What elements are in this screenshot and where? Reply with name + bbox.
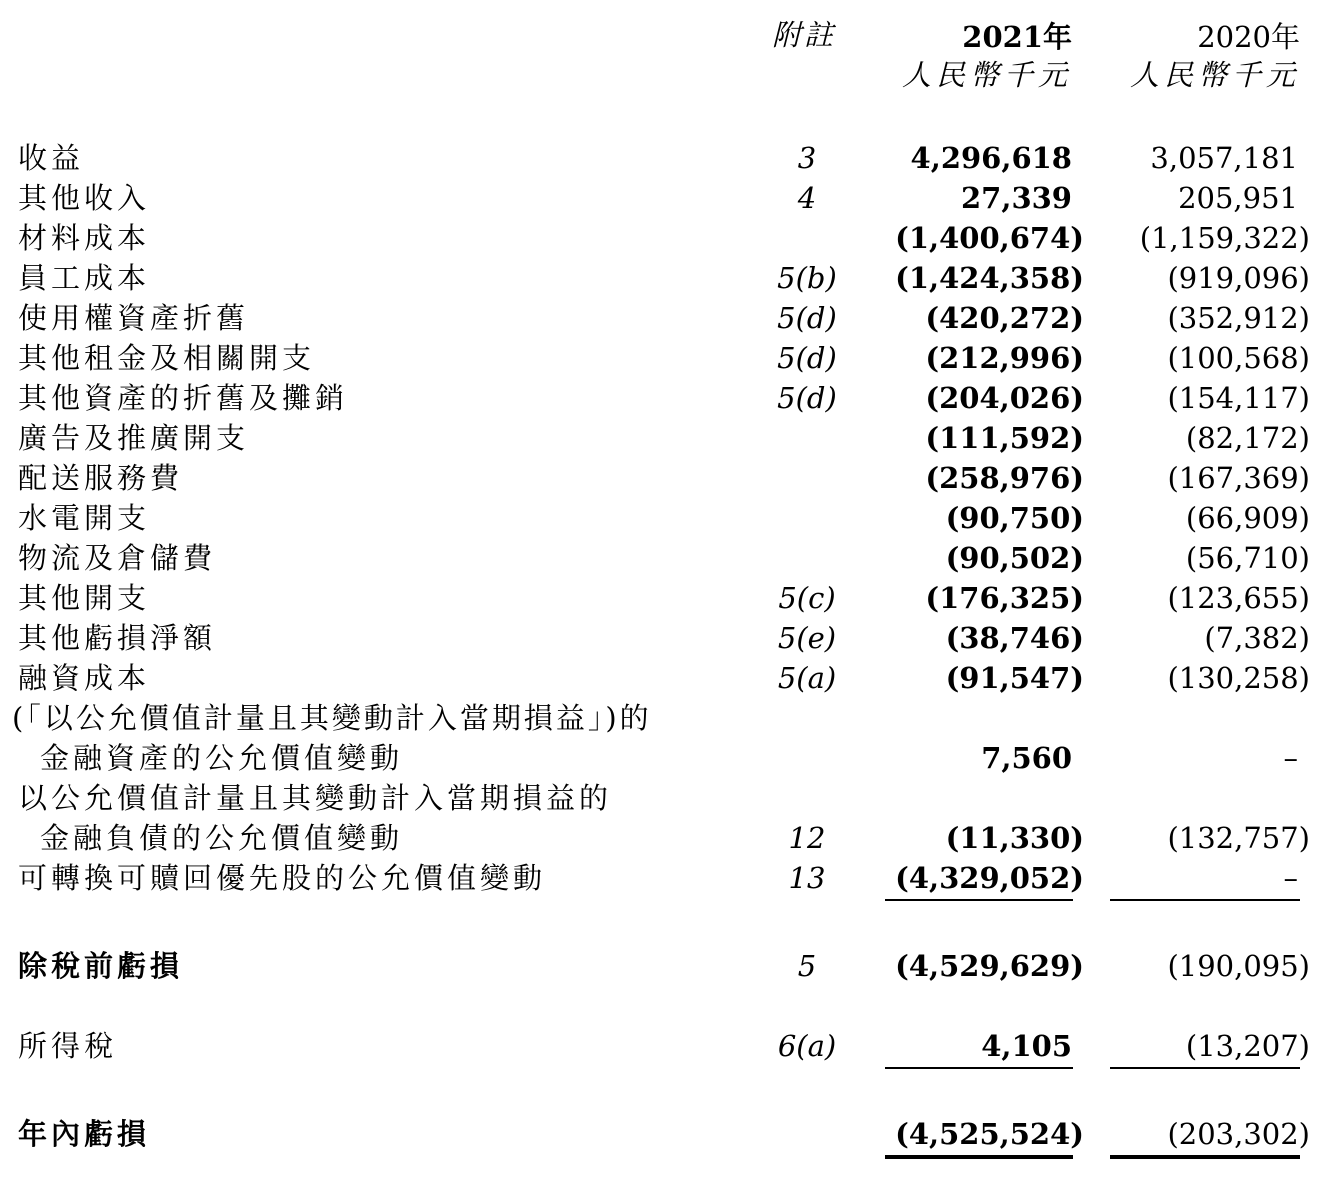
table-row <box>0 498 1338 538</box>
tax-rule-2020 <box>1110 1067 1300 1069</box>
row-label: 員工成本 <box>18 261 151 295</box>
column-header-2020-currency: 人民幣千元 <box>1129 58 1300 92</box>
row-note <box>745 498 869 538</box>
row-value-2021: (176,325) <box>925 581 1084 615</box>
row-label: 所得稅 <box>18 1029 118 1063</box>
row-note <box>745 218 869 258</box>
row-value-2020: (123,655) <box>1167 581 1310 615</box>
total-double-rule-2021 <box>885 1155 1073 1159</box>
row-value-2020: (130,258) <box>1167 661 1310 695</box>
row-value-2020: (13,207) <box>1185 1029 1310 1063</box>
row-label: 配送服務費 <box>18 461 184 495</box>
row-note: 6(a) <box>777 1029 837 1063</box>
row-note: 3 <box>797 141 817 175</box>
row-label: 其他收入 <box>18 181 151 215</box>
row-note <box>745 458 869 498</box>
row-label: 以公允價值計量且其變動計入當期損益的 <box>18 781 613 815</box>
row-value-2021: (91,547) <box>945 661 1084 695</box>
row-note: 5(d) <box>777 381 837 415</box>
row-value-2021: (212,996) <box>925 341 1084 375</box>
row-value-2020: – <box>1283 741 1298 775</box>
table-row <box>0 618 1338 658</box>
row-label: 材料成本 <box>18 221 151 255</box>
subtotal-rule-2021 <box>885 899 1073 901</box>
table-row <box>0 458 1338 498</box>
table-row <box>0 218 1338 258</box>
row-note: 5(d) <box>777 341 837 375</box>
table-row <box>0 538 1338 578</box>
row-value-2021: 27,339 <box>961 181 1072 215</box>
row-label: 水電開支 <box>18 501 151 535</box>
row-value-2020: (100,568) <box>1167 341 1310 375</box>
row-value-2020: (56,710) <box>1185 541 1310 575</box>
row-label: 其他開支 <box>18 581 151 615</box>
row-value-2020: (352,912) <box>1167 301 1310 335</box>
row-note <box>745 738 869 778</box>
row-value-2021: (258,976) <box>925 461 1084 495</box>
row-note: 5(b) <box>777 261 837 295</box>
table-row <box>0 258 1338 298</box>
row-value-2021: (4,329,052) <box>895 861 1084 895</box>
row-note: 4 <box>797 181 817 215</box>
row-value-2021: (204,026) <box>925 381 1084 415</box>
total-double-rule-2020 <box>1110 1155 1300 1159</box>
row-value-2021: 4,296,618 <box>910 141 1072 175</box>
table-row <box>0 946 1338 986</box>
row-label: (「以公允價值計量且其變動計入當期損益」)的 <box>12 701 652 735</box>
row-value-2020: (167,369) <box>1167 461 1310 495</box>
column-header-2021-year: 2021年 <box>962 20 1072 54</box>
table-row <box>0 818 1338 858</box>
table-row <box>0 378 1338 418</box>
row-value-2021: (90,750) <box>945 501 1084 535</box>
column-header-2021-currency: 人民幣千元 <box>901 58 1072 92</box>
row-value-2020: (132,757) <box>1167 821 1310 855</box>
row-label: 融資成本 <box>18 661 151 695</box>
row-note: 13 <box>788 861 826 895</box>
row-label: 除稅前虧損 <box>18 949 184 983</box>
tax-rule-2021 <box>885 1067 1073 1069</box>
row-value-2020: (203,302) <box>1167 1117 1310 1151</box>
table-row <box>0 738 1338 778</box>
row-label: 物流及倉儲費 <box>18 541 217 575</box>
row-note <box>745 418 869 458</box>
table-row <box>0 578 1338 618</box>
row-value-2020: (919,096) <box>1167 261 1310 295</box>
row-value-2020: (82,172) <box>1185 421 1310 455</box>
row-value-2021: (90,502) <box>945 541 1084 575</box>
table-row <box>0 698 1338 738</box>
row-note: 12 <box>788 821 826 855</box>
column-header-2020-year: 2020年 <box>1197 20 1300 54</box>
row-note: 5(c) <box>778 581 836 615</box>
row-label: 收益 <box>18 141 85 175</box>
row-value-2020: (66,909) <box>1185 501 1310 535</box>
row-label: 金融負債的公允價值變動 <box>40 821 404 855</box>
row-note: 5 <box>797 949 817 983</box>
row-note: 5(d) <box>777 301 837 335</box>
row-value-2020: – <box>1283 861 1298 895</box>
row-note: 5(e) <box>777 621 837 655</box>
row-value-2020: 3,057,181 <box>1150 141 1298 175</box>
row-value-2021: (1,400,674) <box>895 221 1084 255</box>
row-label: 使用權資產折舊 <box>18 301 250 335</box>
row-label: 廣告及推廣開支 <box>18 421 250 455</box>
row-value-2020: (190,095) <box>1167 949 1310 983</box>
row-value-2021: 4,105 <box>981 1029 1072 1063</box>
table-row <box>0 1026 1338 1066</box>
table-row <box>0 138 1338 178</box>
row-value-2021: 7,560 <box>981 741 1072 775</box>
column-header-note: 附註 <box>772 18 837 52</box>
row-label: 其他租金及相關開支 <box>18 341 316 375</box>
row-label: 其他資產的折舊及攤銷 <box>18 381 349 415</box>
row-note <box>745 1114 869 1154</box>
row-value-2021: (4,529,629) <box>895 949 1084 983</box>
row-label: 金融資產的公允價值變動 <box>40 741 404 775</box>
table-row <box>0 298 1338 338</box>
row-value-2021: (1,424,358) <box>895 261 1084 295</box>
table-row <box>0 418 1338 458</box>
subtotal-rule-2020 <box>1110 899 1300 901</box>
row-value-2021: (420,272) <box>925 301 1084 335</box>
row-note <box>745 538 869 578</box>
row-note: 5(a) <box>777 661 837 695</box>
table-row <box>0 778 1338 818</box>
row-value-2020: 205,951 <box>1178 181 1298 215</box>
row-value-2020: (7,382) <box>1204 621 1310 655</box>
table-row <box>0 178 1338 218</box>
row-value-2021: (4,525,524) <box>895 1117 1084 1151</box>
table-row <box>0 658 1338 698</box>
row-value-2021: (111,592) <box>925 421 1084 455</box>
row-label: 可轉換可贖回優先股的公允價值變動 <box>18 861 547 895</box>
table-row <box>0 1114 1338 1154</box>
table-row <box>0 338 1338 378</box>
row-label: 年內虧損 <box>18 1117 151 1151</box>
row-value-2021: (11,330) <box>945 821 1084 855</box>
table-row <box>0 858 1338 898</box>
row-label: 其他虧損淨額 <box>18 621 217 655</box>
row-value-2021: (38,746) <box>945 621 1084 655</box>
row-value-2020: (154,117) <box>1167 381 1310 415</box>
row-value-2020: (1,159,322) <box>1139 221 1310 255</box>
